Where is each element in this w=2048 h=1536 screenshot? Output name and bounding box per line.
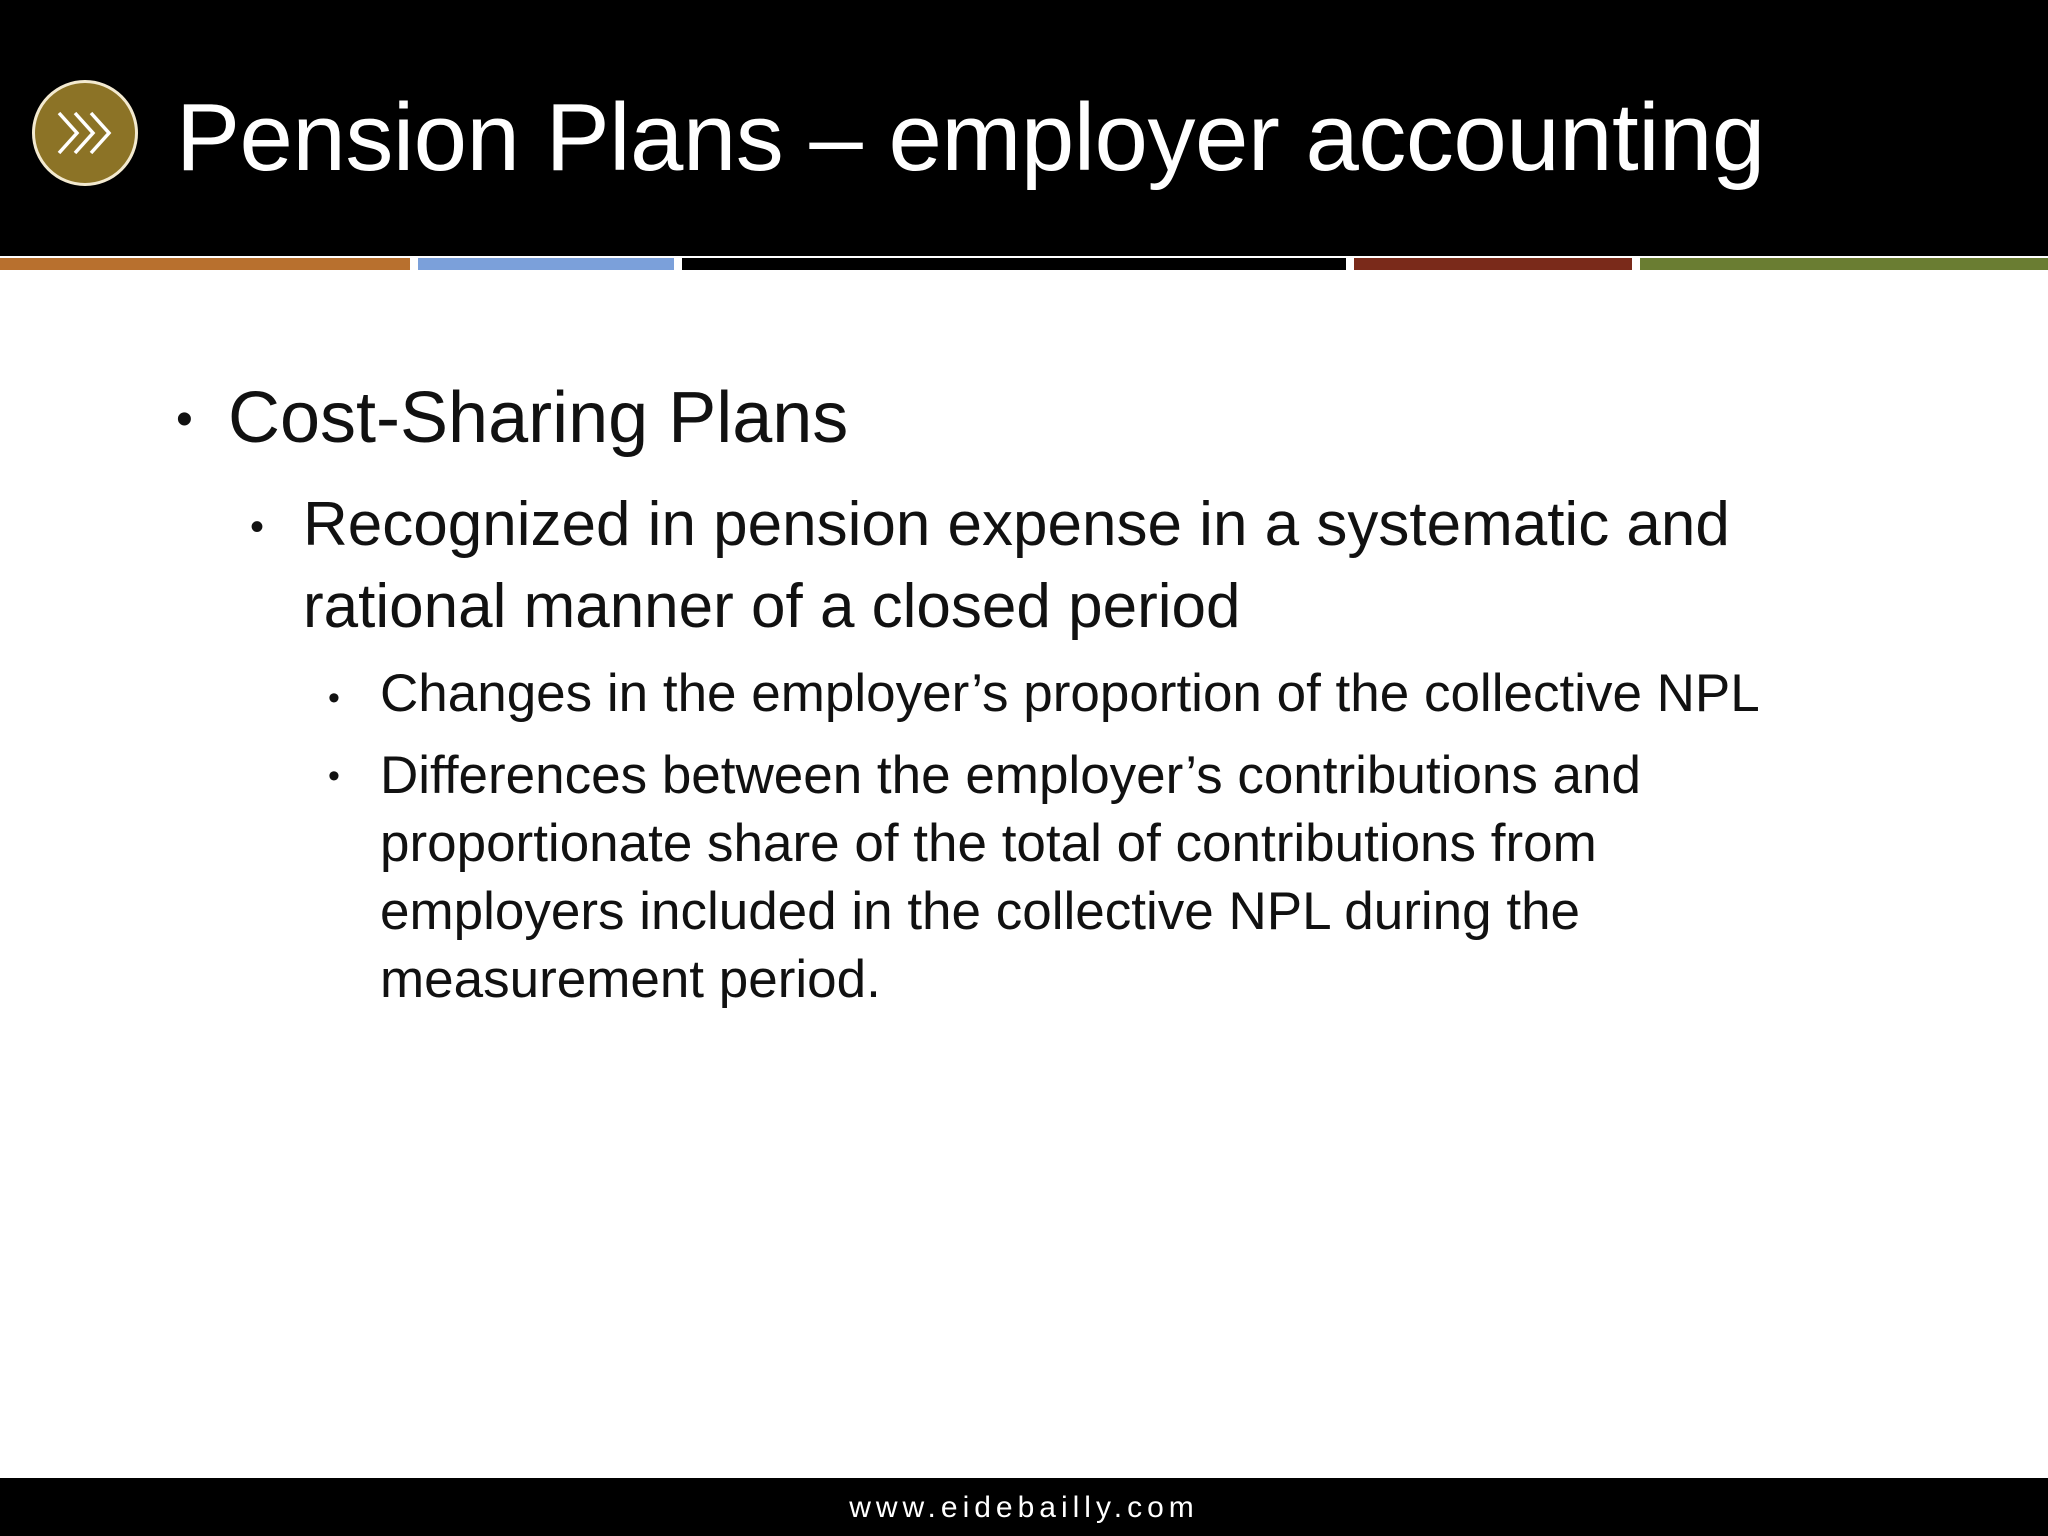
bullet-text-level3-b-line1: Differences between the employer’s contributions and: [380, 746, 1641, 805]
double-chevron-right-icon: [32, 80, 138, 186]
bullet-text-level3-b-line2: proportionate share of the total of contributions from: [380, 814, 1597, 873]
slide-footer: [0, 1478, 2048, 1536]
bullet-text-level3-b-line4: measurement period.: [380, 950, 881, 1009]
accent-stripe-orange: [0, 258, 410, 270]
accent-stripe-maroon: [1354, 258, 1632, 270]
accent-stripe-blue: [418, 258, 674, 270]
bullet-text-level2-line2: rational manner of a closed period: [303, 572, 1241, 641]
bullet-level3: •: [328, 679, 340, 717]
slide-header: [0, 0, 2048, 256]
bullet-text-level2-line1: Recognized in pension expense in a systematic and: [303, 490, 1730, 559]
bullet-text-level3-a: Changes in the employer’s proportion of the collective NPL: [380, 664, 1760, 723]
bullet-level1: •: [176, 393, 193, 446]
bullet-level2: •: [250, 505, 265, 549]
bullet-text-level3-b-line3: employers included in the collective NPL during the: [380, 882, 1581, 941]
bullet-level3: •: [328, 757, 340, 795]
accent-stripe-green: [1640, 258, 2048, 270]
accent-stripe-black: [682, 258, 1346, 270]
bullet-text-level1: Cost-Sharing Plans: [228, 378, 849, 458]
slide-title: Pension Plans – employer accounting: [176, 84, 1765, 191]
footer-website-url: www.eidebailly.com: [849, 1491, 1199, 1524]
